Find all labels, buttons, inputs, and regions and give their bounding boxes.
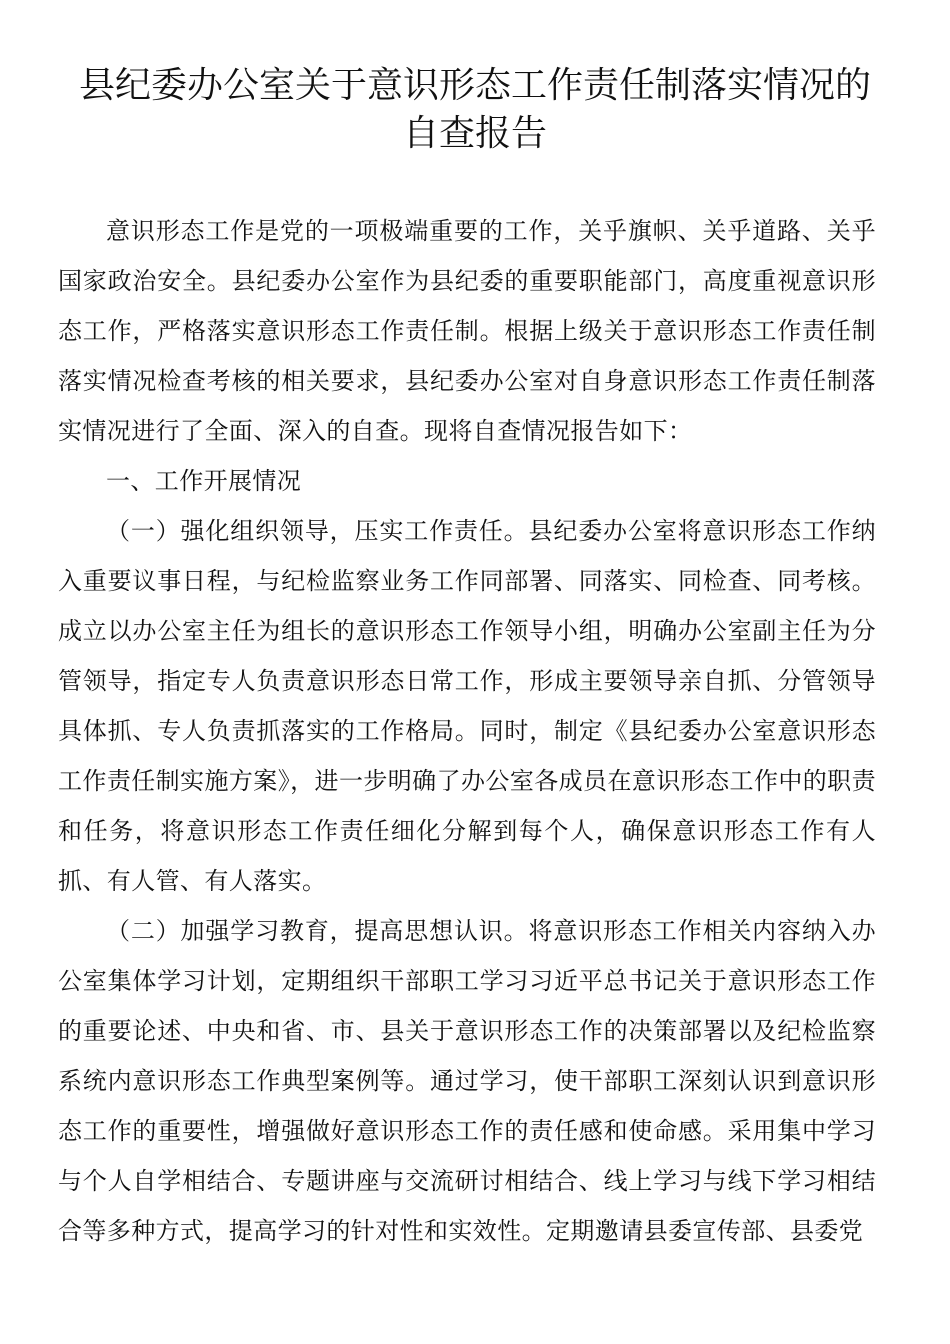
paragraph-organization: （一）强化组织领导，压实工作责任。县纪委办公室将意识形态工作纳入重要议事日程，与纪检监察业务工作同部署、同落实、同检查、同考核。成立以办公室主任为组长的意识形态工作领导小组，明确办公室副主任为分管领导，指定专人负责意识形态日常工作，形成主要领导亲自抓、分管领导具体抓、专人负责抓落实的工作格局。同时，制定《县纪委办公室意识形态工作责任制实施方案》，进一步明确了办公室各成员在意识形态工作中的职责和任务，将意识形态工作责任细化分解到每个人，确保意识形态工作有人抓、有人管、有人落实。 — [58, 517, 876, 895]
paragraph-education: （二）加强学习教育，提高思想认识。将意识形态工作相关内容纳入办公室集体学习计划，定期组织干部职工学习习近平总书记关于意识形态工作的重要论述、中央和省、市、县关于意识形态工作的决策部署以及纪检监察系统内意识形态工作典型案例等。通过学习，使干部职工深刻认识到意识形态工作的重要性，增强做好意识形态工作的责任感和使命感。采用集中学习与个人自学相结合、专题讲座与交流研讨相结合、线上学习与线下学习相结合等多种方式，提高学习的针对性和实效性。定期邀请县委宣传部、县委党 — [58, 917, 876, 1245]
intro-paragraph: 意识形态工作是党的一项极端重要的工作，关乎旗帜、关乎道路、关乎国家政治安全。县纪委办公室作为县纪委的重要职能部门，高度重视意识形态工作，严格落实意识形态工作责任制。根据上级关于意识形态工作责任制落实情况检查考核的相关要求，县纪委办公室对自身意识形态工作责任制落实情况进行了全面、深入的自查。现将自查情况报告如下： — [58, 217, 876, 445]
document-title: 县纪委办公室关于意识形态工作责任制落实情况的自查报告 — [78, 65, 871, 154]
document-body — [58, 206, 876, 1256]
section-heading: 一、工作开展情况 — [106, 467, 302, 495]
